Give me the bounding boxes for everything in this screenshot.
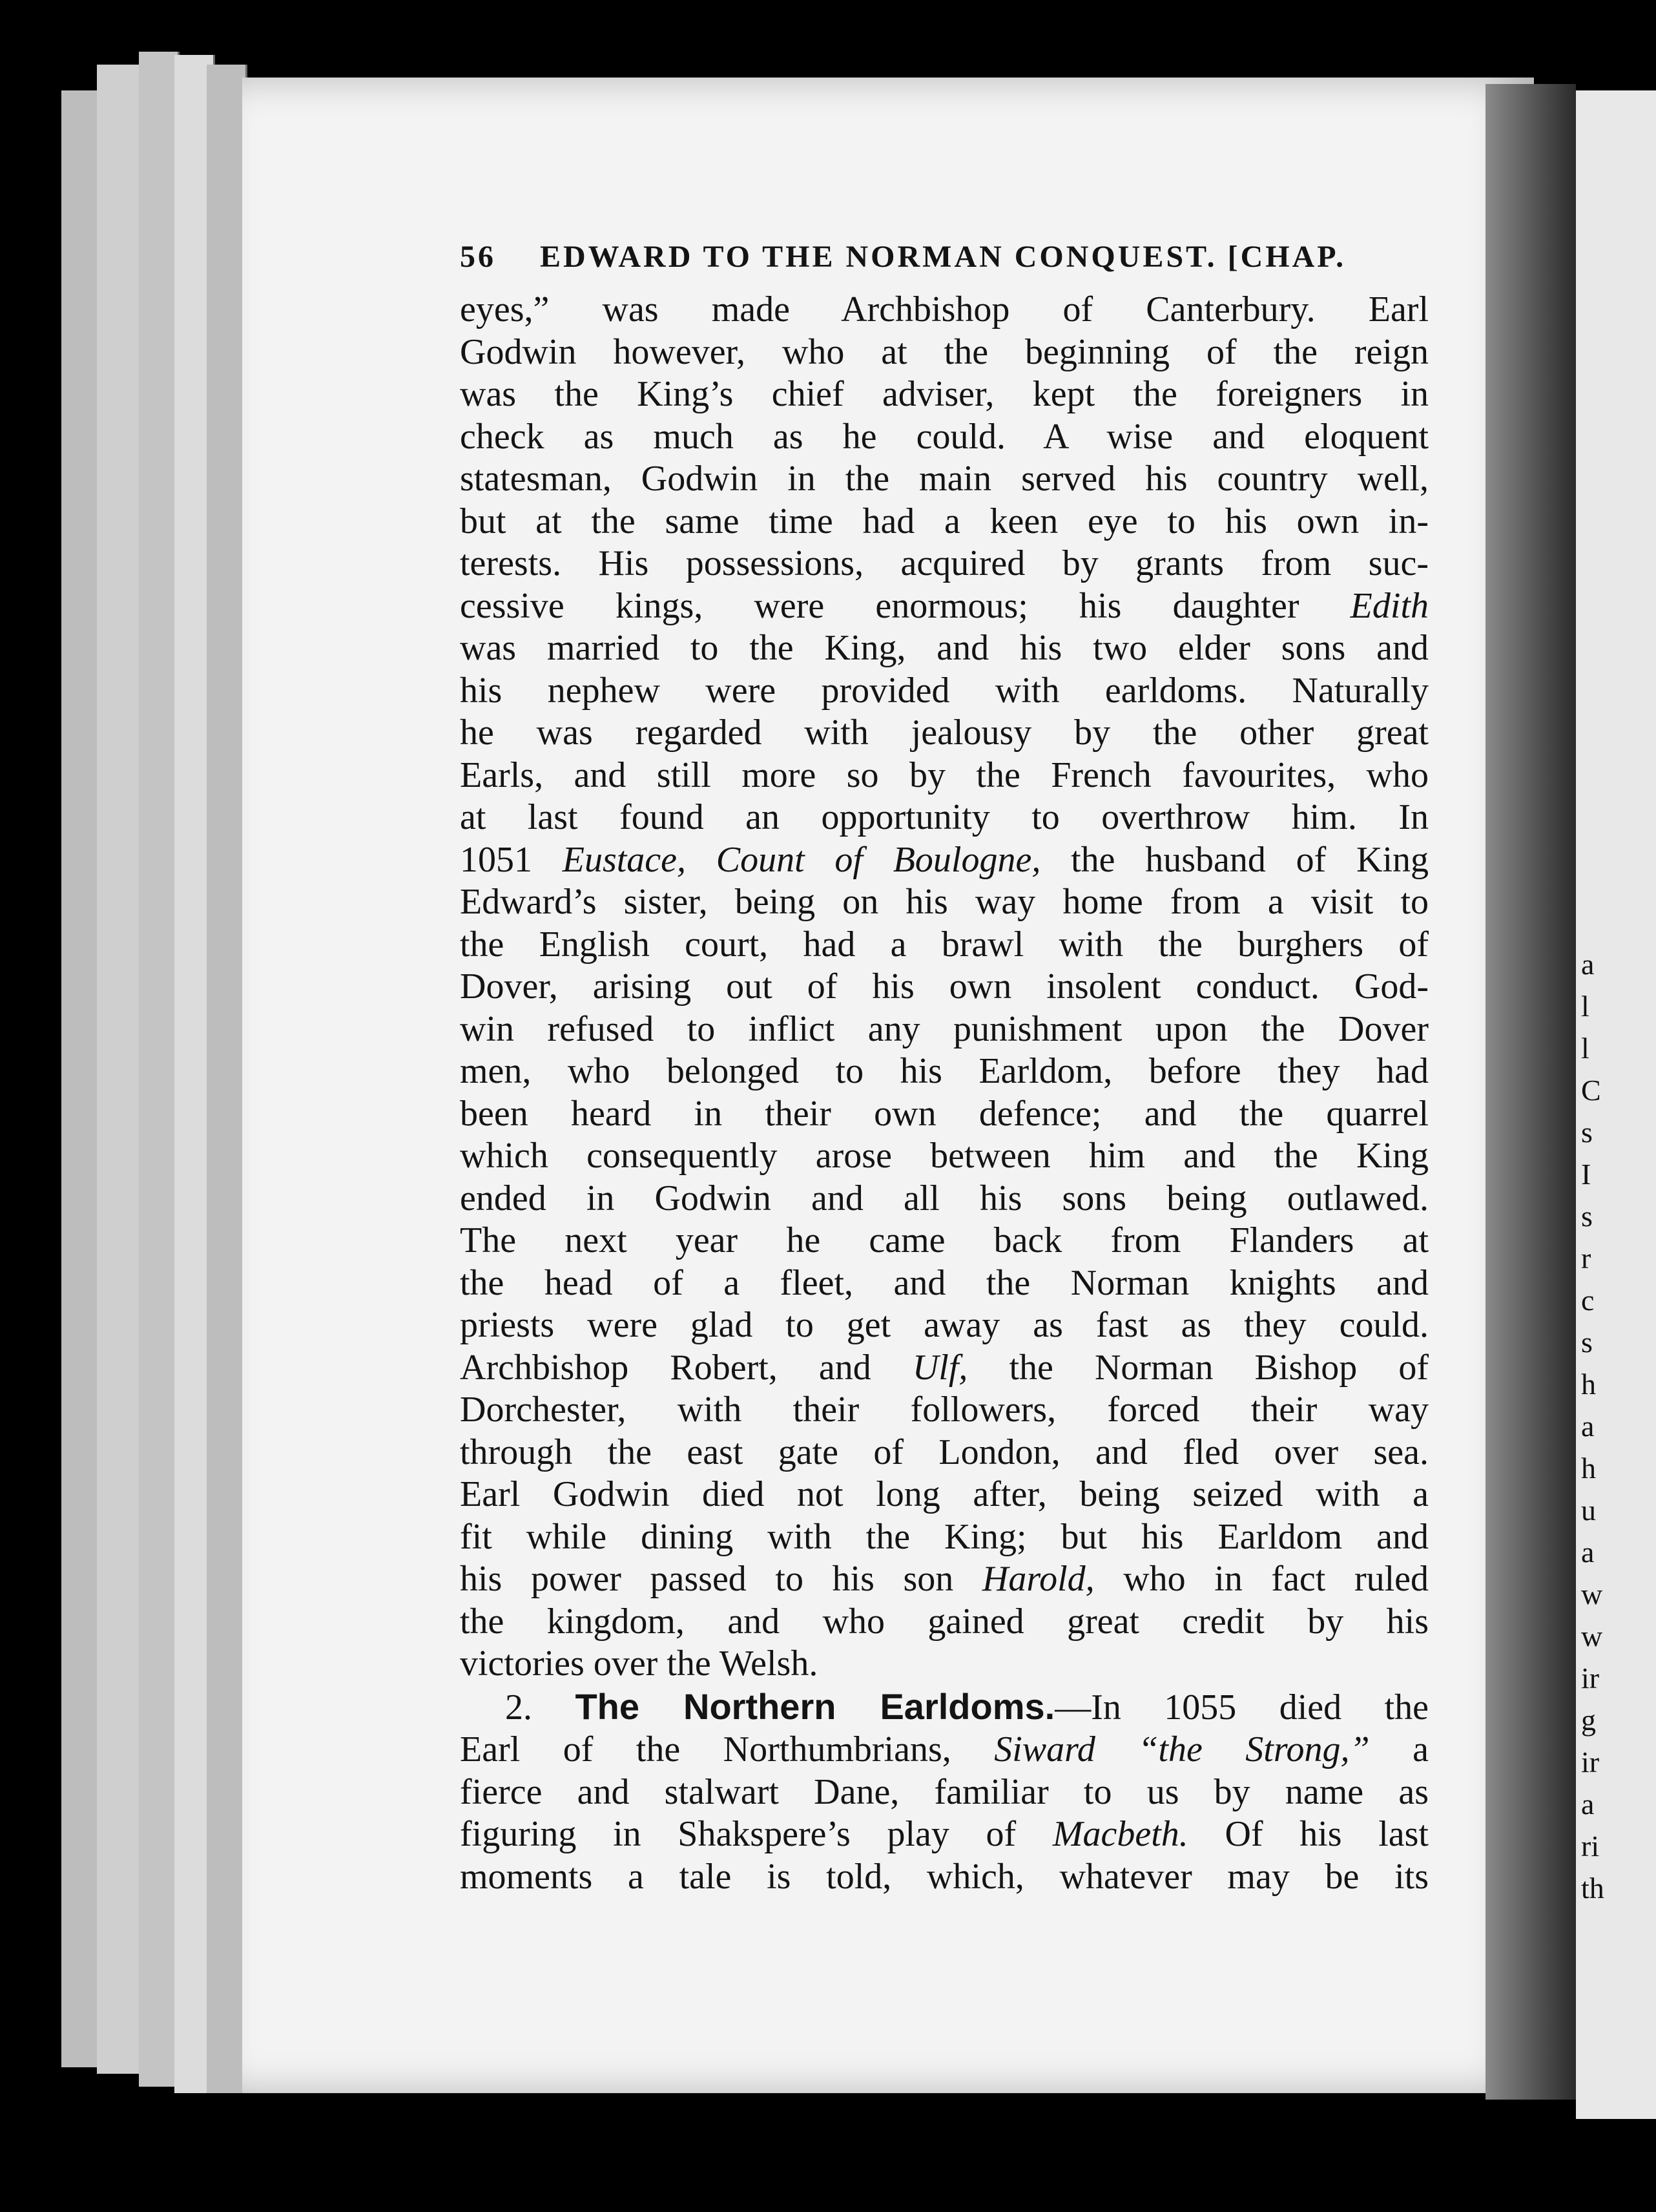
text-line: Godwin however, who at the beginning of the reign: [460, 331, 1429, 372]
text-line: the kingdom, and who gained great credit by his: [460, 1601, 1429, 1642]
text-line: ended in Godwin and all his sons being outlawed.: [460, 1178, 1429, 1218]
facing-page-fragment: th: [1581, 1872, 1604, 1904]
facing-page-fragment: a: [1581, 948, 1595, 981]
italic-name: Eustace, Count of Boulogne,: [562, 839, 1041, 880]
facing-page-fragment: a: [1581, 1536, 1595, 1569]
text-line: figuring in Shakspere’s play of Macbeth. Of his last: [460, 1814, 1429, 1854]
text-line: terests. His possessions, acquired by grants from suc-: [460, 543, 1429, 583]
text-line: The next year he came back from Flanders at: [460, 1220, 1429, 1260]
text-line: men, who belonged to his Earldom, before they had: [460, 1051, 1429, 1091]
text-line: statesman, Godwin in the main served his country well,: [460, 459, 1429, 499]
facing-page-fragment: a: [1581, 1410, 1595, 1443]
facing-page-fragment: C: [1581, 1074, 1601, 1107]
text-line: the English court, had a brawl with the burghers of: [460, 924, 1429, 965]
text-line: 1051 Eustace, Count of Boulogne, the husband of King: [460, 839, 1429, 880]
facing-page-fragment: u: [1581, 1494, 1596, 1527]
facing-page-fragment: h: [1581, 1452, 1596, 1485]
running-header: [460, 239, 1429, 275]
text-line: through the east gate of London, and fled over sea.: [460, 1432, 1429, 1472]
text-line: was married to the King, and his two elder sons and: [460, 628, 1429, 668]
text-line: Earls, and still more so by the French favourites, who: [460, 755, 1429, 795]
italic-name: Macbeth.: [1052, 1814, 1188, 1854]
text-line: was the King’s chief adviser, kept the foreigners in: [460, 374, 1429, 414]
text-line: been heard in their own defence; and the quarrel: [460, 1093, 1429, 1134]
text-line: the head of a fleet, and the Norman knights and: [460, 1262, 1429, 1303]
facing-page-fragment: s: [1581, 1326, 1593, 1359]
page-edge: [97, 65, 144, 2074]
facing-page-fragment: h: [1581, 1368, 1596, 1401]
page-text: [460, 239, 1429, 1898]
facing-page-fragment: g: [1581, 1704, 1596, 1737]
text-line: win refused to inflict any punishment upon the Dover: [460, 1008, 1429, 1049]
running-title: EDWARD TO THE NORMAN CONQUEST.: [540, 240, 1217, 274]
text-line: but at the same time had a keen eye to his own in-: [460, 501, 1429, 541]
text-line: Dorchester, with their followers, forced their way: [460, 1390, 1429, 1430]
text-line: his nephew were provided with earldoms. Naturally: [460, 670, 1429, 711]
facing-page-fragment: r: [1581, 1242, 1591, 1275]
italic-name: “the Strong,”: [1138, 1729, 1370, 1769]
facing-page-fragment: ir: [1581, 1662, 1600, 1695]
text-line: moments a tale is told, which, whatever may be its: [460, 1856, 1429, 1897]
facing-page-fragment: l: [1581, 990, 1589, 1023]
chapter-marker: [CHAP.: [1227, 240, 1347, 274]
italic-name: Edith: [1350, 585, 1429, 626]
facing-page-fragment: s: [1581, 1200, 1593, 1233]
facing-page-fragment: I: [1581, 1158, 1591, 1191]
italic-name: Harold,: [982, 1559, 1095, 1599]
text-line: at last found an opportunity to overthrow him. In: [460, 797, 1429, 837]
text-fragment: —In 1055 died the: [1055, 1687, 1429, 1727]
text-line: Earl Godwin died not long after, being seized with a: [460, 1474, 1429, 1514]
facing-page-fragment: w: [1581, 1578, 1603, 1611]
facing-page-fragment: ri: [1581, 1830, 1600, 1862]
text-line: which consequently arose between him and the King: [460, 1136, 1429, 1176]
page-edge: [207, 65, 247, 2093]
facing-page-fragment: c: [1581, 1284, 1595, 1317]
section-heading: The Northern Earldoms.: [575, 1685, 1055, 1727]
text-line: Earl of the Northumbrians, Siward “the Strong,” a: [460, 1729, 1429, 1769]
text-line: fierce and stalwart Dane, familiar to us by name as: [460, 1771, 1429, 1812]
facing-page-fragment: s: [1581, 1116, 1593, 1149]
text-line: Archbishop Robert, and Ulf, the Norman Bishop of: [460, 1347, 1429, 1388]
text-line: victories over the Welsh.: [460, 1643, 818, 1684]
text-line: cessive kings, were enormous; his daughter Edith: [460, 585, 1429, 626]
section-heading-line: [460, 1685, 1429, 1729]
text-line: Dover, arising out of his own insolent conduct. God-: [460, 966, 1429, 1007]
book-gutter: [1485, 84, 1576, 2100]
text-line: Edward’s sister, being on his way home from a visit to: [460, 882, 1429, 922]
page-edge: [139, 52, 180, 2087]
italic-name: Siward: [994, 1729, 1095, 1769]
text-line: check as much as he could. A wise and eloquent: [460, 416, 1429, 457]
text-line: he was regarded with jealousy by the other great: [460, 713, 1429, 753]
text-line: his power passed to his son Harold, who in fact ruled: [460, 1559, 1429, 1599]
italic-name: Ulf,: [912, 1347, 968, 1388]
facing-page-fragment: w: [1581, 1620, 1603, 1653]
section-number: 2.: [505, 1687, 532, 1727]
page-number: 56: [460, 240, 496, 274]
facing-page-fragment: a: [1581, 1788, 1595, 1821]
facing-page-fragment: ir: [1581, 1746, 1600, 1779]
text-line: fit while dining with the King; but his Earldom and: [460, 1516, 1429, 1557]
text-line: priests were glad to get away as fast as they could.: [460, 1305, 1429, 1345]
text-line: eyes,” was made Archbishop of Canterbury. Earl: [460, 289, 1429, 329]
facing-page: [1576, 90, 1656, 2119]
facing-page-fragment: l: [1581, 1032, 1589, 1065]
